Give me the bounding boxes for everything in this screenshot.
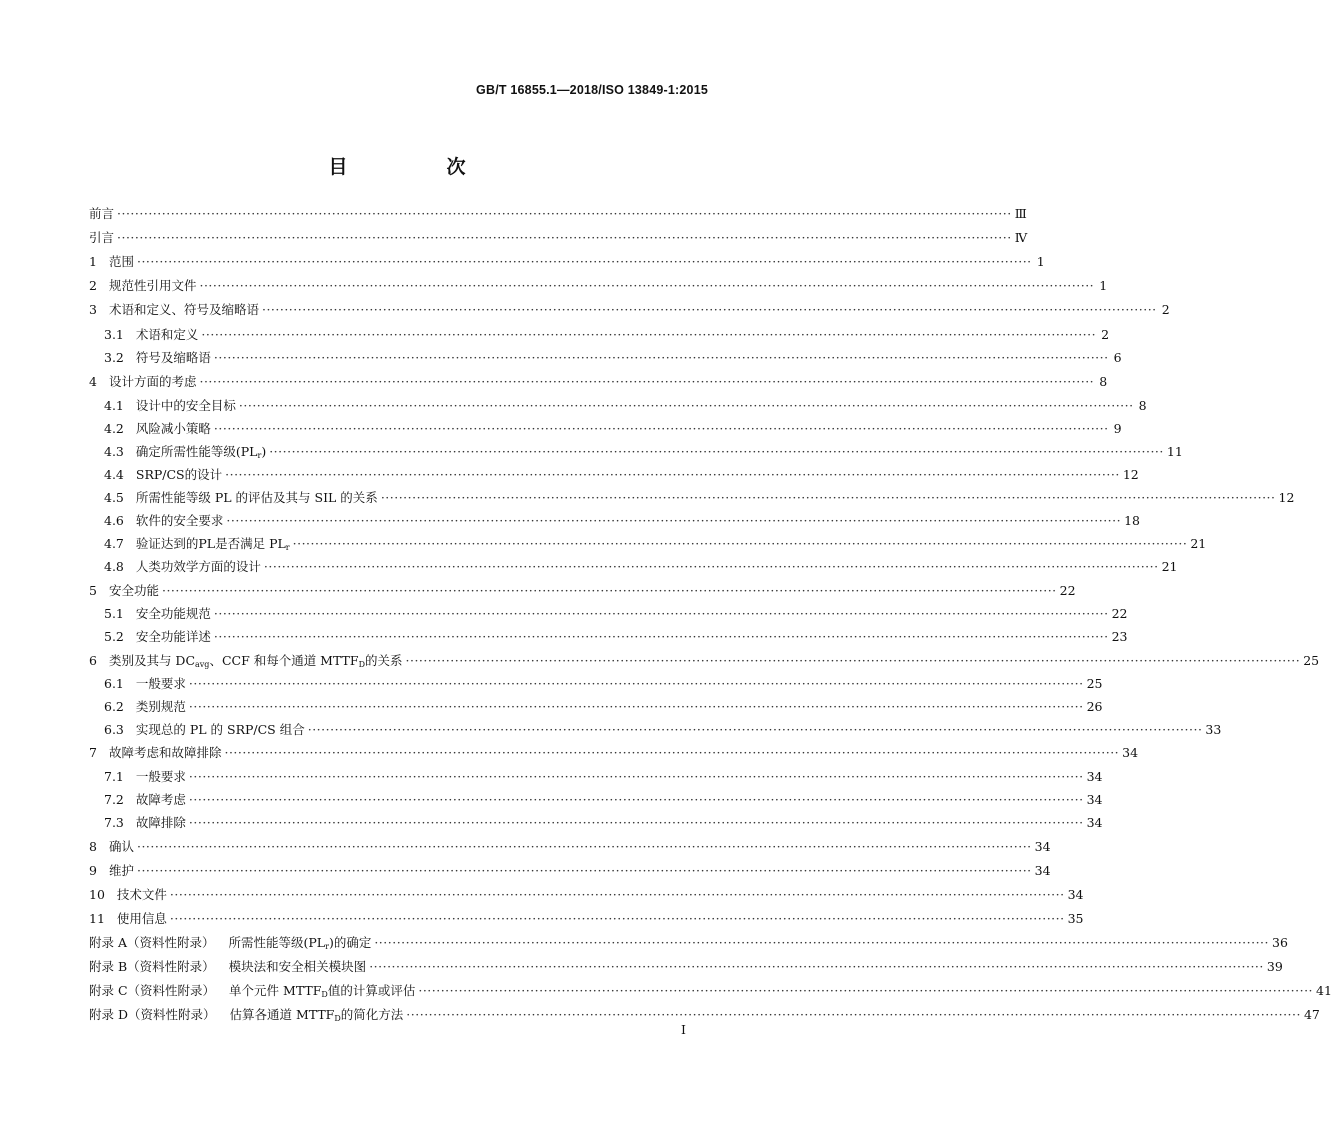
toc-entry-label: [136, 513, 224, 529]
toc-entry-label: [136, 559, 261, 575]
toc-entry-label: [117, 911, 167, 927]
toc-entry-number: 附录 D（资料性附录）: [89, 1007, 216, 1022]
toc-entry-label: [109, 745, 222, 761]
toc-entry-label-text: 故障考虑和故障排除: [108, 745, 222, 760]
toc-entry-page: 41: [1316, 983, 1332, 998]
toc-entry[interactable]: [89, 911, 1084, 927]
toc-entry-number: 7.1: [104, 769, 124, 784]
toc-entry-page: 34: [1086, 792, 1103, 807]
toc-entry-number: 8: [89, 839, 97, 854]
toc-entry[interactable]: [89, 206, 1027, 222]
toc-entry-number: 10: [89, 887, 105, 902]
toc-entry-label: [109, 653, 403, 673]
toc-entry[interactable]: [89, 278, 1108, 294]
toc-entry-number: 2: [89, 278, 97, 293]
toc-entry[interactable]: [89, 559, 1178, 575]
toc-entry-page: 25: [1303, 653, 1320, 668]
toc-entry-label: [136, 699, 186, 715]
toc-entry-label-text: 符号及缩略语: [135, 350, 211, 365]
toc-entry[interactable]: [89, 629, 1128, 645]
toc-entry-page: Ⅲ: [1014, 206, 1027, 221]
toc-entry-label-text: 安全功能详述: [135, 629, 211, 644]
toc-entry-label-text: 引言: [89, 230, 115, 245]
toc-entry-page: 25: [1086, 676, 1103, 691]
toc-entry-page: 12: [1278, 490, 1295, 505]
toc-leader-dots: ········································································································································································································: [418, 983, 1314, 998]
toc-leader-dots: ········································································································································································································: [136, 839, 1032, 854]
toc-entry-page: 6: [1113, 350, 1122, 365]
toc-entry[interactable]: [89, 887, 1084, 903]
toc-entry-label-text: 规范性引用文件: [108, 278, 197, 293]
toc-leader-dots: ········································································································································································································: [269, 444, 1164, 459]
toc-entry-page: 11: [1166, 444, 1183, 459]
toc-entry-page: 9: [1113, 421, 1122, 436]
toc-entry-label: [136, 398, 236, 414]
toc-entry-label-text: 风险减小策略: [135, 421, 211, 436]
toc-entry-page: 26: [1086, 699, 1103, 714]
toc-entry-label: [136, 467, 222, 483]
toc-entry-subscript: avg: [195, 660, 210, 669]
toc-entry-page: 47: [1303, 1007, 1320, 1022]
toc-entry-page: 22: [1059, 583, 1076, 598]
toc-entry-label: [136, 327, 199, 343]
toc-entry-label-text: 确定所需性能等级(PL: [135, 444, 258, 459]
toc-entry-page: 34: [1034, 839, 1051, 854]
toc-entry-number: 4.1: [104, 398, 124, 413]
page-folio: I: [681, 1022, 686, 1037]
toc-entry-page: 34: [1086, 815, 1103, 830]
toc-entry-page: 34: [1122, 745, 1139, 760]
toc-leader-dots: ········································································································································································································: [224, 745, 1120, 760]
toc-leader-dots: ········································································································································································································: [161, 583, 1057, 598]
toc-entry-page: 23: [1111, 629, 1128, 644]
toc-entry-label: [136, 350, 211, 366]
toc-entry-label: [136, 421, 211, 437]
toc-leader-dots: ········································································································································································································: [117, 206, 1012, 221]
toc-entry-label-text: 所需性能等级(PL: [228, 935, 326, 950]
toc-entry[interactable]: [89, 302, 1170, 318]
toc-entry[interactable]: [89, 1007, 1320, 1027]
toc-leader-dots: ········································································································································································································: [213, 350, 1109, 365]
toc-leader-dots: ········································································································································································································: [405, 653, 1301, 668]
toc-entry-label: [136, 490, 378, 506]
toc-entry-page: 39: [1266, 959, 1283, 974]
toc-entry[interactable]: [89, 769, 1103, 785]
toc-entry-subscript: D: [358, 660, 365, 669]
toc-entry-label: [136, 722, 305, 738]
toc-entry-number: 5.1: [104, 606, 124, 621]
toc-entry-number: 6: [89, 653, 97, 668]
toc-entry-page: 8: [1138, 398, 1147, 413]
toc-entry-label: [136, 792, 186, 808]
toc-leader-dots: ········································································································································································································: [374, 935, 1270, 950]
toc-entry-number: 3.2: [104, 350, 124, 365]
toc-entry[interactable]: [89, 513, 1140, 529]
toc-leader-dots: ········································································································································································································: [369, 959, 1264, 974]
toc-entry-page: 21: [1161, 559, 1178, 574]
toc-entry-label: [229, 983, 415, 1003]
toc-entry-label-text: 前言: [89, 206, 115, 221]
toc-entry[interactable]: [89, 230, 1028, 246]
toc-leader-dots: ········································································································································································································: [169, 911, 1065, 926]
toc-entry-number: 6.2: [104, 699, 124, 714]
toc-entry[interactable]: [89, 815, 1103, 831]
toc-entry-number: 4.4: [104, 467, 124, 482]
toc-entry-label-text: 类别规范: [135, 699, 186, 714]
toc-entry[interactable]: [89, 490, 1295, 506]
toc-entry-label: [109, 863, 134, 879]
toc-entry-label: [89, 206, 114, 222]
toc-leader-dots: ········································································································································································································: [169, 887, 1065, 902]
toc-leader-dots: ········································································································································································································: [136, 254, 1032, 269]
toc-leader-dots: ········································································································································································································: [225, 467, 1120, 482]
toc-entry-label: [109, 302, 259, 318]
toc-leader-dots: ········································································································································································································: [213, 421, 1109, 436]
toc-entry-page: Ⅳ: [1014, 230, 1028, 245]
toc-leader-dots: ········································································································································································································: [117, 230, 1012, 245]
toc-entry-label-text: 所需性能等级 PL 的评估及其与 SIL 的关系: [135, 490, 378, 505]
toc-entry[interactable]: [89, 792, 1103, 808]
toc-entry-number: 7.3: [104, 815, 124, 830]
toc-entry-number: 附录 A（资料性附录）: [89, 935, 215, 950]
toc-entry-label-text: 模块法和安全相关模块图: [228, 959, 367, 974]
toc-entry-number: 7.2: [104, 792, 124, 807]
toc-entry-label-text: 估算各通道 MTTF: [229, 1007, 335, 1022]
toc-entry-page: 1: [1036, 254, 1045, 269]
toc-entry-page: 8: [1099, 374, 1108, 389]
toc-entry-number: 5.2: [104, 629, 124, 644]
toc-entry[interactable]: [89, 959, 1283, 975]
toc-entry-number: 7: [89, 745, 97, 760]
toc-entry[interactable]: [89, 676, 1103, 692]
toc-entry[interactable]: [89, 745, 1139, 761]
toc-entry-page: 21: [1190, 536, 1207, 551]
toc-entry-page: 36: [1272, 935, 1288, 950]
toc-entry-label: [109, 374, 197, 390]
toc-entry-label-text: 故障考虑: [135, 792, 186, 807]
toc-leader-dots: ········································································································································································································: [213, 629, 1109, 644]
toc-entry[interactable]: [89, 444, 1183, 464]
toc-entry-label-text: 软件的安全要求: [135, 513, 224, 528]
toc-entry-label-text: 单个元件 MTTF: [229, 983, 322, 998]
toc-entry-label-text: 验证达到的PL是否满足 PL: [135, 536, 286, 551]
toc-leader-dots: ········································································································································································································: [188, 792, 1084, 807]
toc-entry-number: 4.5: [104, 490, 124, 505]
toc-entry-label: [229, 935, 372, 955]
toc-entry-number: 附录 C（资料性附录）: [89, 983, 216, 998]
toc-entry[interactable]: [89, 699, 1103, 715]
toc-entry[interactable]: [89, 350, 1122, 366]
toc-entry-label: [109, 254, 134, 270]
toc-entry-label: [136, 815, 186, 831]
toc-entry-subscript: r: [285, 543, 290, 552]
toc-entry-number: 9: [89, 863, 97, 878]
toc-entry-number: 3.1: [104, 327, 124, 342]
toc-entry[interactable]: [89, 421, 1122, 437]
toc-leader-dots: ········································································································································································································: [188, 815, 1084, 830]
toc-entry-label: [229, 959, 367, 975]
toc-entry-label: [136, 769, 186, 785]
toc-leader-dots: ········································································································································································································: [261, 302, 1157, 317]
toc-entry-page: 1: [1099, 278, 1108, 293]
toc-entry-label-suffix: 的简化方法: [340, 1007, 404, 1022]
toc-entry-label: [136, 676, 186, 692]
toc-entry-page: 22: [1111, 606, 1128, 621]
toc-leader-dots: ········································································································································································································: [292, 536, 1188, 551]
toc-entry-label-text: 范围: [108, 254, 134, 269]
toc-entry-label-text: 使用信息: [116, 911, 167, 926]
toc-leader-dots: ········································································································································································································: [199, 374, 1095, 389]
toc-leader-dots: ········································································································································································································: [188, 676, 1084, 691]
toc-entry-label: [109, 278, 197, 294]
toc-leader-dots: ········································································································································································································: [136, 863, 1032, 878]
toc-entry-label-suffix: 值的计算或评估: [327, 983, 416, 998]
toc-leader-dots: ········································································································································································································: [188, 769, 1084, 784]
toc-entry-number: 4.7: [104, 536, 124, 551]
toc-entry-subscript: D: [334, 1014, 341, 1023]
toc-entry[interactable]: [89, 374, 1108, 390]
toc-leader-dots: ········································································································································································································: [307, 722, 1203, 737]
toc-entry-label: [230, 1007, 404, 1027]
toc-entry-subscript: r: [325, 942, 329, 951]
toc-leader-dots: ········································································································································································································: [226, 513, 1122, 528]
toc-entry[interactable]: [89, 653, 1320, 673]
toc-entry-label-text: 故障排除: [135, 815, 186, 830]
toc-entry-label: [117, 887, 167, 903]
toc-entry-page: 33: [1205, 722, 1222, 737]
toc-entry-label: [109, 583, 159, 599]
toc-entry-page: 18: [1124, 513, 1140, 528]
toc-entry-label-text: 设计方面的考虑: [108, 374, 197, 389]
toc-entry-page: 35: [1067, 911, 1084, 926]
toc-leader-dots: ········································································································································································································: [213, 606, 1109, 621]
toc-entry-number: 3: [89, 302, 97, 317]
toc-entry[interactable]: [89, 398, 1147, 414]
toc-entry-number: 1: [89, 254, 97, 269]
toc-leader-dots: ········································································································································································································: [380, 490, 1276, 505]
toc-entry-number: 4.2: [104, 421, 124, 436]
toc-entry-label-text: 术语和定义、符号及缩略语: [108, 302, 259, 317]
toc-leader-dots: ········································································································································································································: [263, 559, 1159, 574]
toc-entry[interactable]: [89, 467, 1139, 483]
toc-entry-subscript: D: [321, 990, 328, 999]
toc-entry-page: 2: [1161, 302, 1170, 317]
toc-entry-number: 4.6: [104, 513, 124, 528]
toc-entry[interactable]: [89, 839, 1051, 855]
toc-entry-label-text: 安全功能: [108, 583, 159, 598]
toc-entry-label-suffix: )的确定: [328, 935, 372, 950]
toc-entry-number: 附录 B（资料性附录）: [89, 959, 215, 974]
toc-leader-dots: ········································································································································································································: [201, 327, 1097, 342]
standard-code-header: GB/T 16855.1—2018/ISO 13849-1:2015: [476, 83, 708, 97]
toc-entry-page: 34: [1034, 863, 1051, 878]
toc-entry[interactable]: [89, 254, 1045, 270]
toc-entry-number: 6.1: [104, 676, 124, 691]
toc-entry-label-text: 实现总的 PL 的 SRP/CS 组合: [135, 722, 305, 737]
toc-entry-label-text: 一般要求: [135, 676, 186, 691]
toc-entry-label: [136, 536, 290, 556]
toc-entry-number: 6.3: [104, 722, 124, 737]
toc-leader-dots: ········································································································································································································: [199, 278, 1095, 293]
toc-entry[interactable]: [89, 722, 1222, 738]
toc-entry-label-suffix: 、CCF 和每个通道 MTTF: [209, 653, 359, 668]
toc-entry-label-text: 确认: [108, 839, 134, 854]
toc-entry-label: [89, 230, 114, 246]
toc-entry-number: 4.3: [104, 444, 124, 459]
toc-entry-label-text: 类别及其与 DC: [108, 653, 196, 668]
toc-entry-label: [136, 629, 211, 645]
toc-leader-dots: ········································································································································································································: [188, 699, 1084, 714]
toc-entry-label-text: 技术文件: [116, 887, 167, 902]
toc-entry-subscript: r: [257, 451, 262, 460]
toc-entry-page: 34: [1067, 887, 1084, 902]
toc-leader-dots: ········································································································································································································: [238, 398, 1134, 413]
toc-entry-number: 5: [89, 583, 97, 598]
toc-entry[interactable]: [89, 606, 1128, 622]
toc-entry[interactable]: [89, 863, 1051, 879]
toc-entry-label-text: 人类功效学方面的设计: [135, 559, 261, 574]
toc-entry[interactable]: [89, 536, 1207, 556]
toc-entry-number: 11: [89, 911, 105, 926]
toc-entry-page: 34: [1086, 769, 1103, 784]
toc-entry[interactable]: [89, 583, 1076, 599]
toc-entry-label-suffix: ): [261, 444, 267, 459]
toc-entry-label-text: 术语和定义: [135, 327, 199, 342]
toc-entry-label: [109, 839, 134, 855]
toc-entry-page: 2: [1101, 327, 1110, 342]
toc-entry[interactable]: [89, 935, 1288, 955]
toc-entry-label-text: 设计中的安全目标: [135, 398, 236, 413]
toc-entry-label-suffix: 的关系: [365, 653, 403, 668]
toc-entry-label-text: 维护: [108, 863, 134, 878]
toc-entry-label: [136, 444, 266, 464]
toc-entry-page: 12: [1122, 467, 1139, 482]
toc-entry[interactable]: [89, 983, 1332, 1003]
toc-leader-dots: ········································································································································································································: [406, 1007, 1301, 1022]
toc-entry-number: 4.8: [104, 559, 124, 574]
toc-entry-number: 4: [89, 374, 97, 389]
toc-entry-label-text: 一般要求: [135, 769, 186, 784]
toc-entry-label: [136, 606, 211, 622]
toc-entry-label-text: 安全功能规范: [135, 606, 211, 621]
toc-entry[interactable]: [89, 327, 1110, 343]
toc-entry-label-text: SRP/CS的设计: [135, 467, 223, 482]
page-title: 目 次: [328, 156, 506, 178]
